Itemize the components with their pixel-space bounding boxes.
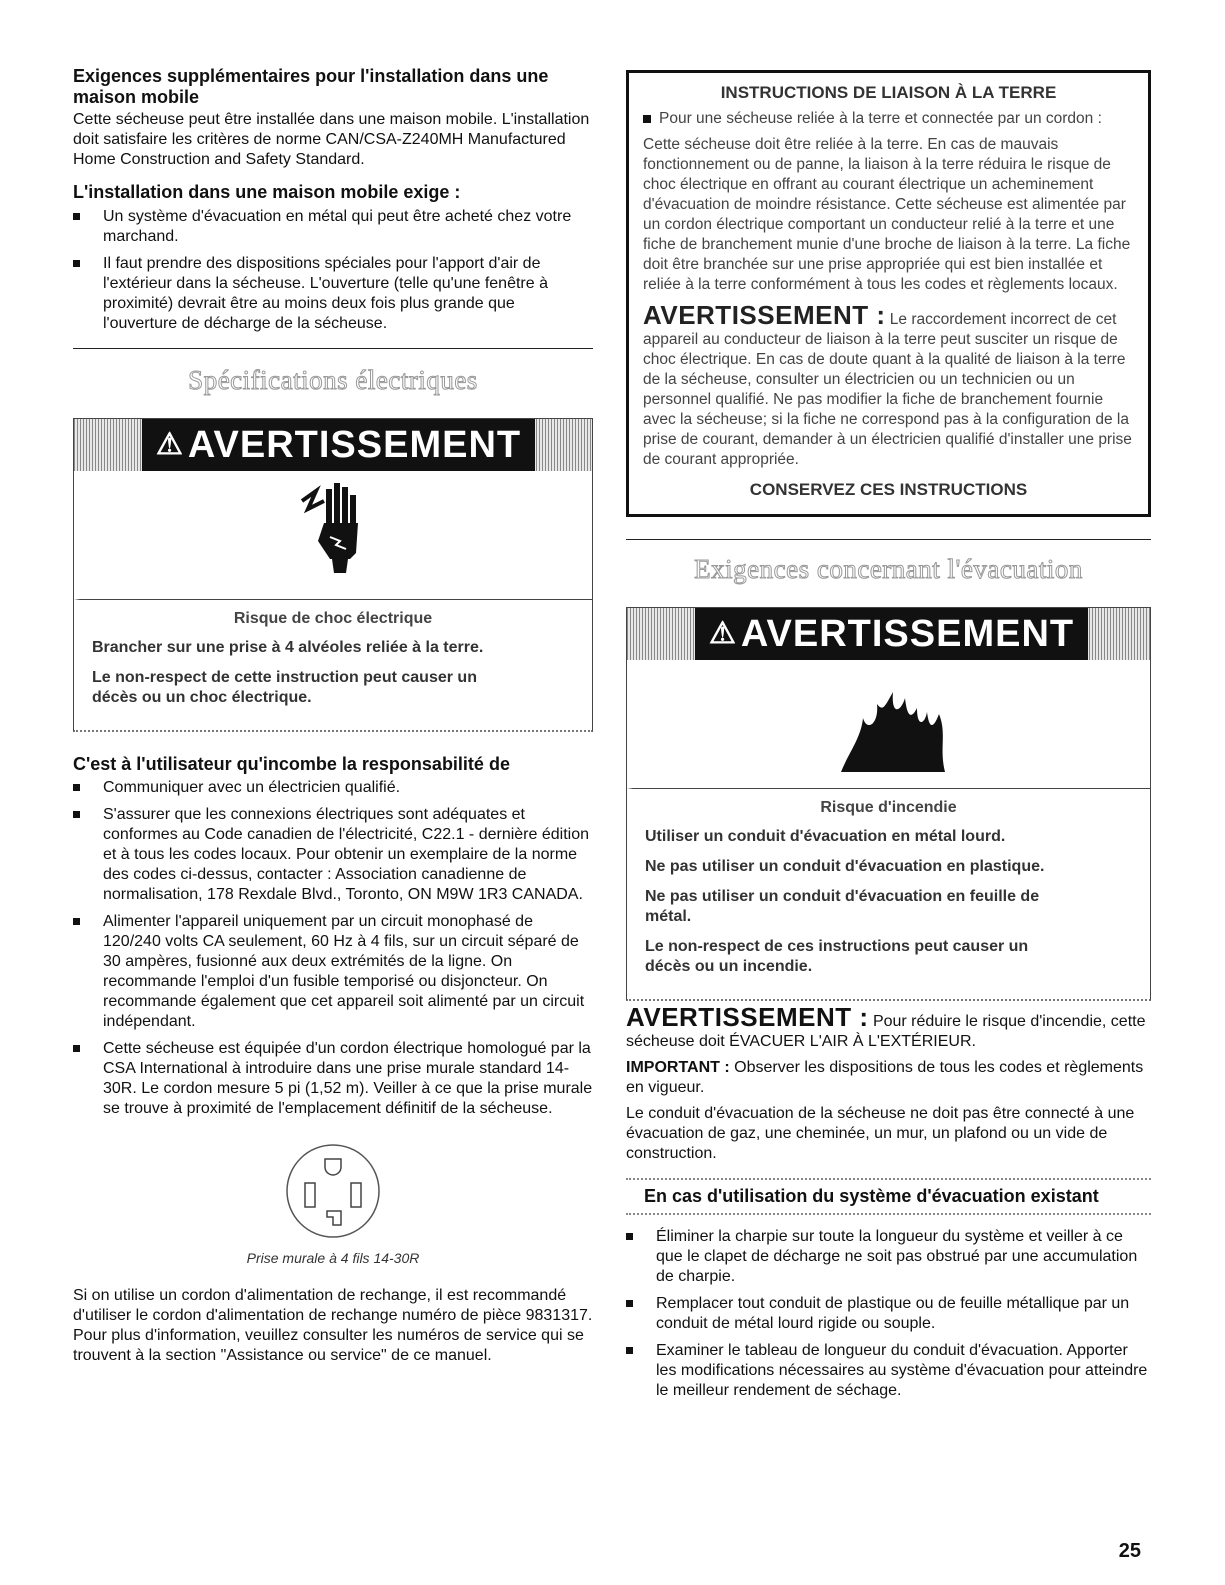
grounding-warning xyxy=(643,300,1134,470)
grounding-instructions-box xyxy=(626,70,1151,517)
warning-text: Le raccordement incorrect de cet appareil au conducteur de liaison à la terre peut susciter un risque de choc électrique. En cas de doute quant à la qualité de liaison à la terre de la sécheuse, consulter un électricien ou un technicien ou un personnel qualifié. Ne pas modifier la fiche de branchement fournie avec la sécheuse; si la fiche ne correspond pas à la configuration de la prise de courant, demander à un électricien qualifié d'installer une prise de courant appropriée. xyxy=(643,311,1132,468)
wall-outlet-icon xyxy=(73,1141,593,1246)
bullet-icon xyxy=(73,811,80,818)
important-word: IMPORTANT : xyxy=(626,1059,730,1076)
electrical-warning-box xyxy=(73,418,593,732)
warning-line: Le non-respect de ces instructions peut causer un décès ou un incendie. xyxy=(645,938,1029,975)
warning-word: AVERTISSEMENT : xyxy=(626,1002,869,1032)
outlet-caption: Prise murale à 4 fils 14-30R xyxy=(246,1250,420,1266)
grounding-title: INSTRUCTIONS DE LIAISON À LA TERRE xyxy=(720,83,1057,102)
list-item-text: Cette sécheuse est équipée d'un cordon électrique homologué par la CSA International à introduire dans une prise murale standard 14-30R. Le cordon mesure 5 pi (1,52 m). Veiller à ce que la prise murale se trouve à proximité de l'emplacement définitif de la sécheuse. xyxy=(103,1040,593,1117)
exhaust-warning xyxy=(626,1002,1151,1052)
section-title-exhaust: Exigences concernant l'évacuation xyxy=(694,554,1083,584)
bullet-icon xyxy=(73,213,80,220)
risk-label: Risque de choc électrique xyxy=(233,610,433,627)
warning-header-label xyxy=(695,608,1088,660)
cord-note: Si on utilise un cordon d'alimentation de rechange, il est recommandé d'utiliser le cordon d'alimentation de rechange numéro de pièce 9831317. Pour plus d'information, veuillez consulter les numéros de service qui se trouvent à la section "Assistance ou service" de ce manuel. xyxy=(73,1287,593,1364)
list-item-text: S'assurer que les connexions électriques sont adéquates et conformes au Code canadien de l'électricité, C22.1 - dernière édition et à tous les codes locaux. Pour obtenir un exemplaire de la norme des codes ci-dessus, contacter : Association canadienne de normalisation, 178 Rexdale Blvd., Toronto, ON M9W 1R3 CANADA. xyxy=(103,806,589,903)
important-note xyxy=(626,1058,1151,1098)
divider xyxy=(626,539,1151,540)
list-item xyxy=(73,254,593,334)
list-item-text: Alimenter l'appareil uniquement par un circuit monophasé de 120/240 volts CA seulement, 60 Hz à 4 fils, sur un circuit séparé de 30 ampères, fusionné aux deux extrémités de la ligne. On recommande l'emploi d'un fusible temporisé ou disjoncteur. On recommande également que cet appareil soit alimenté par un circuit indépendant. xyxy=(103,913,585,1030)
list-item-text: Un système d'évacuation en métal qui peut être acheté chez votre marchand. xyxy=(103,208,572,245)
responsibility-title: C'est à l'utilisateur qu'incombe la responsabilité de xyxy=(73,754,510,774)
mobile-home-intro: Cette sécheuse peut être installée dans une maison mobile. L'installation doit satisfaire les critères de norme CAN/CSA-Z240MH Manufactured Home Construction and Safety Standard. xyxy=(73,111,590,168)
bullet-icon xyxy=(73,784,80,791)
important-text: Observer les dispositions de tous les codes et règlements en vigueur. xyxy=(626,1059,1144,1096)
bullet-icon xyxy=(643,115,651,123)
list-item xyxy=(626,1227,1151,1287)
warning-line: Le non-respect de cette instruction peut causer un décès ou un choc électrique. xyxy=(92,669,477,706)
section-title-electrical: Spécifications électriques xyxy=(188,365,478,395)
left-column xyxy=(73,66,593,1366)
warning-header xyxy=(627,608,1150,660)
warning-text: Pour réduire le risque d'incendie, cette sécheuse doit ÉVACUER L'AIR À L'EXTÉRIEUR. xyxy=(626,1013,1146,1050)
list-item xyxy=(73,778,593,798)
warning-line: Ne pas utiliser un conduit d'évacuation en plastique. xyxy=(645,858,1045,875)
list-item xyxy=(626,1341,1151,1401)
bullet-icon xyxy=(626,1233,633,1240)
list-item-text: Communiquer avec un électricien qualifié. xyxy=(103,779,401,796)
bullet-icon xyxy=(73,1045,80,1052)
fire-flame-icon xyxy=(627,660,1150,789)
list-item xyxy=(73,912,593,1032)
list-item xyxy=(73,805,593,905)
warning-header-text: AVERTISSEMENT xyxy=(187,424,522,466)
warning-header xyxy=(74,419,592,471)
warning-word: AVERTISSEMENT : xyxy=(643,300,886,330)
list-item-text: Il faut prendre des dispositions spéciales pour l'apport d'air de l'extérieur dans la sécheuse. L'ouverture (telle qu'une fenêtre à proximité) devrait être au moins deux fois plus grande que l'ouverture de décharge de la sécheuse. xyxy=(103,255,548,332)
mobile-home-subtitle: L'installation dans une maison mobile exige : xyxy=(73,182,461,202)
list-item-text: Remplacer tout conduit de plastique ou de feuille métallique par un conduit de métal lourd rigide ou souple. xyxy=(656,1295,1130,1332)
bullet-icon xyxy=(73,260,80,267)
grounding-body: Cette sécheuse doit être reliée à la terre. En cas de mauvais fonctionnement ou de panne, la liaison à la terre réduira le risque de choc électrique en offrant au courant électrique un acheminement d'évacuation de moindre résistance. Cette sécheuse est alimentée par un cordon électrique comportant un conducteur relié à la terre et une fiche de branchement munie d'une broche de liaison à la terre. La fiche doit être branchée sur une prise appropriée qui est bien installée et reliée à la terre conformément à tous les codes et règlements locaux. xyxy=(643,136,1131,293)
risk-label: Risque d'incendie xyxy=(820,799,957,816)
warning-triangle-icon: ⚠ xyxy=(709,617,737,650)
warning-line: Ne pas utiliser un conduit d'évacuation en feuille de métal. xyxy=(645,888,1040,925)
warning-header-label xyxy=(142,419,535,471)
warning-triangle-icon: ⚠ xyxy=(156,428,184,461)
warning-line: Utiliser un conduit d'évacuation en métal lourd. xyxy=(645,828,1006,845)
divider xyxy=(73,348,593,349)
list-item xyxy=(626,1294,1151,1334)
warning-line: Brancher sur une prise à 4 alvéoles reliée à la terre. xyxy=(92,639,484,656)
warning-body xyxy=(627,789,1150,999)
fire-warning-box xyxy=(626,607,1151,1001)
exhaust-note: Le conduit d'évacuation de la sécheuse ne doit pas être connecté à une évacuation de gaz, une cheminée, un mur, un plafond ou un vide de construction. xyxy=(626,1105,1135,1162)
electric-shock-hand-icon xyxy=(74,471,592,600)
list-item xyxy=(643,109,1134,129)
list-item xyxy=(73,1039,593,1119)
bullet-icon xyxy=(626,1300,633,1307)
bullet-icon xyxy=(73,918,80,925)
list-item-text: Examiner le tableau de longueur du conduit d'évacuation. Apporter les modifications nécessaires au système d'évacuation pour atteindre le meilleur rendement de séchage. xyxy=(656,1342,1148,1399)
right-column xyxy=(626,70,1151,1401)
mobile-home-title: Exigences supplémentaires pour l'installation dans une maison mobile xyxy=(73,66,549,107)
list-item-text: Éliminer la charpie sur toute la longueur du système et veiller à ce que le clapet de décharge ne soit pas obstrué par une accumulation de charpie. xyxy=(656,1228,1138,1285)
page-number: 25 xyxy=(1118,1540,1141,1562)
list-item-text: Pour une sécheuse reliée à la terre et connectée par un cordon : xyxy=(659,110,1102,127)
existing-system-title: En cas d'utilisation du système d'évacuation existant xyxy=(644,1186,1099,1206)
list-item xyxy=(73,207,593,247)
keep-instructions: CONSERVEZ CES INSTRUCTIONS xyxy=(749,480,1028,499)
existing-system-header xyxy=(626,1178,1151,1215)
warning-body xyxy=(74,600,592,730)
bullet-icon xyxy=(626,1347,633,1354)
warning-header-text: AVERTISSEMENT xyxy=(740,613,1075,655)
